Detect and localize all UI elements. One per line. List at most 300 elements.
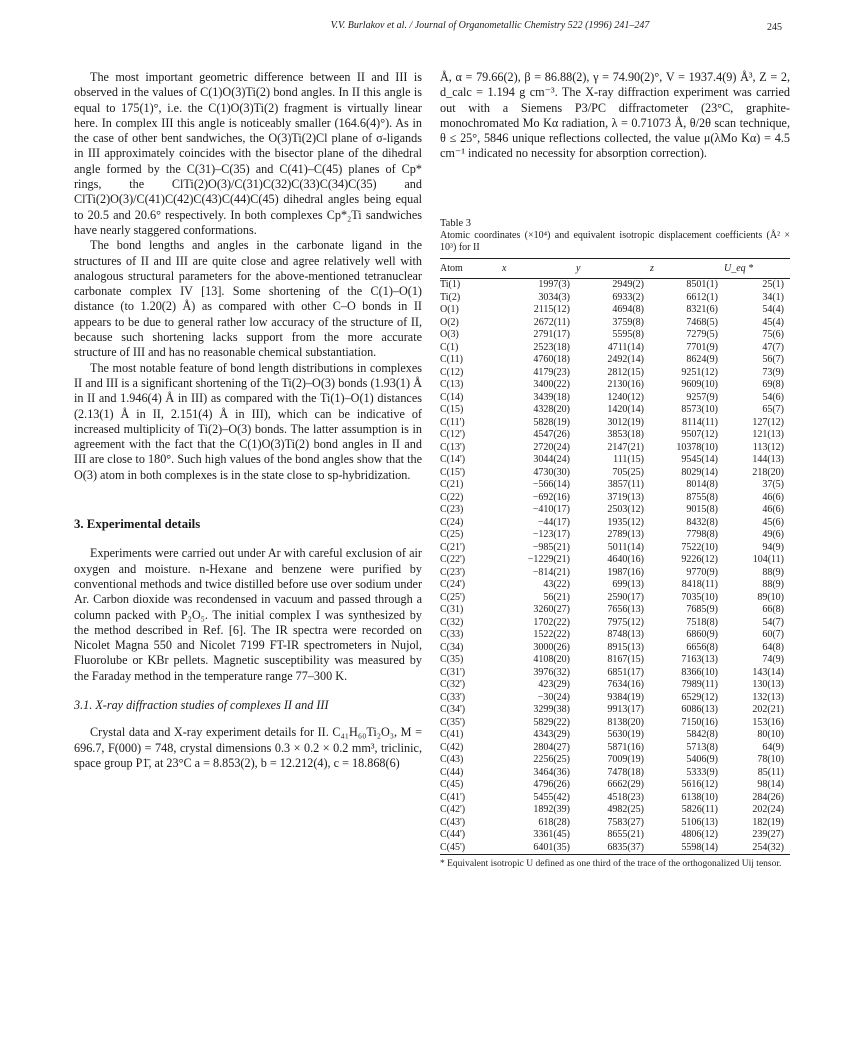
cell-x: 3464(36) [533,766,570,778]
cell-atom: C(12) [440,366,464,378]
column-header-y: y [576,262,581,274]
cell-atom: C(23') [440,566,466,578]
table-row [440,667,790,680]
table-header-row [440,258,790,278]
cell-y: 7478(18) [607,766,644,778]
table-row [440,604,790,617]
paragraph-bond-lengths: The most notable feature of bond length distributions in complexes II and III is a significant shortening of the Ti(2)–O(3) bonds (1.93(1) Å in II and 1.946(4) Å in III) as compared with the Ti(1)–O(1) distances (2.13(1) Å in II, 2.151(4) Å in III), which can be indicative of increased multiplicity of Ti(2)–O(3) bonds. The latter assumption is in agreement with the fact that the C(1)O(3)Ti(2) bond angles in II and III are close to 180°. Such high values of the bond angles show that the O(3) atom in both complexes is in the state close to sp-hybridization. [74,360,422,482]
cell-y: 1935(12) [607,516,644,528]
cell-x: 6401(35) [533,841,570,853]
cell-ueq: 182(19) [752,816,784,828]
cell-z: 9251(12) [681,366,718,378]
cell-y: 4711(14) [607,341,644,353]
cell-atom: C(21) [440,479,464,491]
cell-ueq: 78(10) [757,754,784,766]
cell-x: 3361(45) [533,829,570,841]
cell-ueq: 94(9) [762,541,784,553]
cell-ueq: 127(12) [752,416,784,428]
cell-atom: C(13') [440,441,466,453]
cell-x: 4108(20) [533,654,570,666]
cell-z: 6860(9) [686,629,718,641]
cell-z: 5598(14) [681,841,718,853]
cell-atom: C(15) [440,404,464,416]
cell-y: 4640(16) [607,554,644,566]
table-row [440,292,790,305]
cell-x: 3000(26) [533,641,570,653]
cell-y: 5595(8) [612,329,644,341]
cell-x: 2256(25) [533,754,570,766]
cell-z: 8014(8) [686,479,718,491]
cell-x: 1702(22) [533,616,570,628]
cell-x: −44(17) [537,516,570,528]
cell-z: 8366(10) [681,666,718,678]
cell-y: 6851(17) [607,666,644,678]
column-header-atom: Atom [440,262,463,274]
cell-x: 4547(26) [533,429,570,441]
cell-x: 2720(24) [533,441,570,453]
paragraph-experimental: Experiments were carried out under Ar with careful exclusion of air oxygen and moisture. n-Hexane and benzene were purified by conventional methods and twice distilled before use over sodium under Ar. Carbon dioxide was recondensed in vacuum and passed through a column packed with P₂O₅. The initial complex I was synthesized by the method described in Ref. [6]. The IR spectra were recorded on Nicolet Magna 550 and Nicolet 7199 FT-IR spectrometers in Nujol, Fluorolube or KBr pellets. Magnetic susceptibility was measured by the Faraday method in the temperature range 77–300 K. [74,546,422,683]
cell-x: −985(21) [532,541,570,553]
table-row [440,492,790,505]
cell-atom: C(42) [440,741,464,753]
atomic-coordinates-table [440,258,790,855]
cell-ueq: 75(6) [762,329,784,341]
cell-z: 5713(8) [686,741,718,753]
cell-y: 1420(14) [607,404,644,416]
cell-z: 7518(8) [686,616,718,628]
table-row [440,679,790,692]
cell-x: 43(22) [543,579,570,591]
table-row [440,504,790,517]
cell-atom: C(15') [440,466,466,478]
cell-ueq: 104(11) [752,554,784,566]
cell-z: 7163(13) [681,654,718,666]
cell-y: 4694(8) [612,304,644,316]
cell-y: 2147(21) [607,441,644,453]
cell-z: 9015(8) [686,504,718,516]
cell-z: 5333(9) [686,766,718,778]
cell-y: 2789(13) [607,529,644,541]
cell-z: 8321(6) [686,304,718,316]
table-row [440,654,790,667]
cell-x: 3400(22) [533,379,570,391]
cell-y: 3857(11) [607,479,644,491]
cell-z: 6086(13) [681,704,718,716]
cell-x: 2523(18) [533,341,570,353]
table-row [440,642,790,655]
table-row [440,554,790,567]
cell-x: 4730(30) [533,466,570,478]
cell-ueq: 130(13) [752,679,784,691]
cell-z: 7150(16) [681,716,718,728]
cell-atom: C(33) [440,629,464,641]
cell-y: 8655(21) [607,829,644,841]
cell-y: 7583(27) [607,816,644,828]
cell-y: 8748(13) [607,629,644,641]
table-row [440,567,790,580]
cell-x: −123(17) [532,529,570,541]
cell-ueq: 47(7) [762,341,784,353]
table-row [440,417,790,430]
column-header-z: z [650,262,654,274]
cell-x: 5829(22) [533,716,570,728]
cell-y: 2492(14) [607,354,644,366]
cell-atom: Ti(2) [440,291,461,303]
cell-ueq: 254(32) [752,841,784,853]
cell-y: 111(15) [613,454,644,466]
cell-z: 7701(9) [686,341,718,353]
cell-z: 9545(14) [681,454,718,466]
cell-ueq: 37(5) [762,479,784,491]
cell-y: 3759(8) [612,316,644,328]
cell-x: 5455(42) [533,791,570,803]
table-row [440,429,790,442]
table-body [440,279,790,855]
table-row [440,692,790,705]
paragraph-carbonate: The bond lengths and angles in the carbonate ligand in the structures of II and III are quite close and agree relatively well with analogous structural parameters for the above-mentioned tetranuclear carbonate complex IV [13]. Some shortening of the C(1)–O(1) distance (to 1.20(2) Å) as compared with other C–O bonds in II appears to be due to general rather low accuracy of the structure of II, because such shortening lacks support from the more accurate structure of III and has no reasonable chemical substantiation. [74,238,422,360]
cell-x: 2791(17) [533,329,570,341]
cell-z: 6656(8) [686,641,718,653]
cell-z: 8432(8) [686,516,718,528]
cell-z: 9226(12) [681,554,718,566]
cell-z: 7989(11) [681,679,718,691]
cell-z: 6612(1) [686,291,718,303]
cell-ueq: 88(9) [762,579,784,591]
column-header-ueq: U_eq * [724,262,754,274]
cell-atom: C(13) [440,379,464,391]
cell-ueq: 54(6) [762,391,784,403]
cell-x: −30(24) [537,691,570,703]
table-row [440,829,790,842]
table-row [440,379,790,392]
table-row [440,392,790,405]
cell-y: 6835(37) [607,841,644,853]
table-row [440,479,790,492]
cell-y: 8138(20) [607,716,644,728]
cell-ueq: 85(11) [757,766,784,778]
cell-ueq: 89(10) [757,591,784,603]
cell-ueq: 64(9) [762,741,784,753]
cell-x: −1229(21) [527,554,570,566]
paragraph-geometry: The most important geometric difference between II and III is observed in the values of C(1)O(3)Ti(2) bond angles. In II this angle is equal to 175(1)°, i.e. the C(1)O(3)Ti(2) fragment is virtually linear here. In complex III this angle is noticeably smaller (164.6(4)°). As in the case of other bent sandwiches, the O(3)Ti(2)Cl plane of σ-ligands in III approximately coincides with the bisector plane of the dihedral angle formed by the C(31)–C(35) and C(41)–C(45) planes of Cp* rings, the ClTi(2)O(3)/C(31)C(32)C(33)C(34)C(35) and ClTi(2)O(3)/C(41)C(42)C(43)C(44)C(45) dihedral angles being equal to 20.5 and 20.6° respectively. In both complexes Cp*₂Ti sandwiches have nearly staggered conformations. [74,70,422,237]
cell-z: 7685(9) [686,604,718,616]
table-row [440,467,790,480]
cell-y: 7634(16) [607,679,644,691]
cell-z: 7279(5) [686,329,718,341]
cell-z: 6138(10) [681,791,718,803]
table-row [440,454,790,467]
table-row [440,542,790,555]
cell-atom: C(14) [440,391,464,403]
cell-atom: O(1) [440,304,459,316]
cell-ueq: 284(26) [752,791,784,803]
table-row [440,367,790,380]
cell-x: 4343(29) [533,729,570,741]
cell-x: 3044(24) [533,454,570,466]
table-row [440,342,790,355]
cell-ueq: 143(14) [752,666,784,678]
cell-x: 4760(18) [533,354,570,366]
table-row [440,304,790,317]
table-row [440,742,790,755]
cell-x: 1522(22) [533,629,570,641]
table-row [440,629,790,642]
cell-z: 8114(11) [682,416,718,428]
cell-z: 7468(5) [686,316,718,328]
table-row [440,754,790,767]
cell-x: 4179(23) [533,366,570,378]
column-header-x: x [502,262,507,274]
cell-z: 9507(12) [681,429,718,441]
cell-ueq: 69(8) [762,379,784,391]
cell-atom: C(24) [440,516,464,528]
left-column [74,70,422,771]
cell-x: −410(17) [532,504,570,516]
cell-z: 9770(9) [686,566,718,578]
cell-atom: C(22') [440,554,466,566]
cell-ueq: 45(4) [762,316,784,328]
cell-ueq: 64(8) [762,641,784,653]
cell-ueq: 45(6) [762,516,784,528]
cell-x: 3034(3) [538,291,570,303]
cell-ueq: 153(16) [752,716,784,728]
cell-x: 2804(27) [533,741,570,753]
table-row [440,792,790,805]
cell-y: 8167(15) [607,654,644,666]
table-row [440,842,790,855]
cell-ueq: 113(12) [752,441,784,453]
cell-y: 5871(16) [607,741,644,753]
cell-ueq: 34(1) [762,291,784,303]
cell-atom: C(1) [440,341,459,353]
cell-y: 3853(18) [607,429,644,441]
cell-y: 3719(13) [607,491,644,503]
cell-atom: C(31') [440,666,466,678]
cell-ueq: 46(6) [762,504,784,516]
cell-z: 8501(1) [686,279,718,291]
table-row [440,717,790,730]
cell-x: 4328(20) [533,404,570,416]
cell-atom: C(34') [440,704,466,716]
cell-z: 4806(12) [681,829,718,841]
cell-ueq: 98(14) [757,779,784,791]
cell-y: 699(13) [612,579,644,591]
cell-ueq: 73(9) [762,366,784,378]
cell-y: 8915(13) [607,641,644,653]
cell-x: 56(21) [543,591,570,603]
cell-z: 6529(12) [681,691,718,703]
cell-z: 5106(13) [681,816,718,828]
table-caption [440,218,790,254]
cell-x: 4796(26) [533,779,570,791]
cell-x: 1997(3) [538,279,570,291]
cell-y: 7975(12) [607,616,644,628]
cell-y: 1240(12) [607,391,644,403]
cell-ueq: 56(7) [762,354,784,366]
cell-ueq: 121(13) [752,429,784,441]
cell-atom: C(12') [440,429,466,441]
cell-ueq: 132(13) [752,691,784,703]
cell-ueq: 218(20) [752,466,784,478]
cell-atom: C(43) [440,754,464,766]
cell-atom: C(22) [440,491,464,503]
cell-atom: C(25') [440,591,466,603]
cell-ueq: 74(9) [762,654,784,666]
right-column [440,70,790,870]
table-row [440,517,790,530]
cell-x: 2115(12) [533,304,570,316]
cell-atom: C(34) [440,641,464,653]
cell-ueq: 202(21) [752,704,784,716]
section-heading-experimental: 3. Experimental details [74,517,201,532]
table-row [440,442,790,455]
cell-ueq: 60(7) [762,629,784,641]
cell-z: 8755(8) [686,491,718,503]
table-caption-text: Atomic coordinates (×10⁴) and equivalent isotropic displacement coefficients (Å² × 10³) for II [440,229,790,253]
cell-y: 9913(17) [607,704,644,716]
cell-ueq: 46(6) [762,491,784,503]
cell-ueq: 88(9) [762,566,784,578]
table-row [440,617,790,630]
table-row [440,317,790,330]
cell-y: 5630(19) [607,729,644,741]
cell-y: 7656(13) [607,604,644,616]
table-row [440,817,790,830]
table-row [440,804,790,817]
cell-z: 7035(10) [681,591,718,603]
cell-atom: O(2) [440,316,459,328]
cell-atom: Ti(1) [440,279,461,291]
cell-atom: C(32') [440,679,466,691]
cell-atom: C(23) [440,504,464,516]
cell-atom: C(24') [440,579,466,591]
cell-atom: C(11') [440,416,465,428]
cell-ueq: 239(27) [752,829,784,841]
cell-x: 1892(39) [533,804,570,816]
cell-atom: C(25) [440,529,464,541]
table-row [440,579,790,592]
cell-atom: C(41) [440,729,464,741]
page-number: 245 [767,22,782,33]
cell-atom: O(3) [440,329,459,341]
cell-z: 7522(10) [681,541,718,553]
cell-y: 4982(25) [607,804,644,816]
cell-z: 8573(10) [681,404,718,416]
table-row [440,767,790,780]
cell-z: 9609(10) [681,379,718,391]
cell-ueq: 66(8) [762,604,784,616]
paragraph-crystal-data: Crystal data and X-ray experiment details for II. C₄₁H₆₀Ti₂O₃, M = 696.7, F(000) = 748, crystal dimensions 0.3 × 0.2 × 0.2 mm³, triclinic, space group P1̄, at 23°C a = 8.853(2), b = 12.212(4), c = 18.868(6) [74,725,422,770]
cell-atom: C(11) [440,354,463,366]
cell-z: 8418(11) [681,579,718,591]
cell-y: 9384(19) [607,691,644,703]
cell-x: 5828(19) [533,416,570,428]
cell-y: 2812(15) [607,366,644,378]
cell-y: 4518(23) [607,791,644,803]
cell-atom: C(44') [440,829,466,841]
table-row [440,704,790,717]
table-row [440,779,790,792]
cell-x: 3299(38) [533,704,570,716]
cell-ueq: 202(24) [752,804,784,816]
cell-atom: C(45') [440,841,466,853]
cell-ueq: 54(4) [762,304,784,316]
cell-x: 2672(11) [533,316,570,328]
cell-atom: C(32) [440,616,464,628]
cell-ueq: 65(7) [762,404,784,416]
cell-atom: C(35') [440,716,466,728]
table-row [440,329,790,342]
cell-y: 6662(29) [607,779,644,791]
paragraph-crystal-data-continued: Å, α = 79.66(2), β = 86.88(2), γ = 74.90(2)°, V = 1937.4(9) Å³, Z = 2, d_calc = 1.194 g cm⁻³. The X-ray diffraction experiment was carried out with a Siemens P3/PC diffractometer (23°C, graphite-monochromated Mo Kα radiation, λ = 0.71073 Å, θ/2θ scan technique, θ ≤ 25°, 5846 unique reflections collected, the value μ(λMo Kα) = 4.5 cm⁻¹ indicated no necessity for absorption correction). [440,70,790,161]
cell-x: 3439(18) [533,391,570,403]
cell-atom: C(14') [440,454,466,466]
cell-y: 1987(16) [607,566,644,578]
table-footnote: * Equivalent isotropic U defined as one third of the trace of the orthogonalized Uij tensor. [440,859,782,870]
cell-atom: C(31) [440,604,464,616]
cell-ueq: 54(7) [762,616,784,628]
cell-ueq: 25(1) [762,279,784,291]
table-label: Table 3 [440,217,472,229]
cell-z: 7798(8) [686,529,718,541]
cell-atom: C(33') [440,691,466,703]
cell-atom: C(42') [440,804,466,816]
cell-x: −814(21) [532,566,570,578]
cell-x: 3976(32) [533,666,570,678]
cell-atom: C(41') [440,791,466,803]
cell-x: 618(28) [538,816,570,828]
cell-atom: C(44) [440,766,464,778]
running-head: V.V. Burlakov et al. / Journal of Organometallic Chemistry 522 (1996) 241–247 [330,20,650,31]
table-row [440,279,790,292]
cell-z: 8029(14) [681,466,718,478]
table-row [440,529,790,542]
table-row [440,404,790,417]
cell-x: 3260(27) [533,604,570,616]
cell-y: 2503(12) [607,504,644,516]
table-row [440,354,790,367]
cell-z: 10378(10) [676,441,718,453]
cell-z: 8624(9) [686,354,718,366]
cell-z: 9257(9) [686,391,718,403]
cell-y: 2949(2) [612,279,644,291]
cell-z: 5406(9) [686,754,718,766]
cell-x: −692(16) [532,491,570,503]
cell-y: 3012(19) [607,416,644,428]
cell-y: 6933(2) [612,291,644,303]
cell-z: 5826(11) [681,804,718,816]
cell-atom: C(21') [440,541,466,553]
cell-atom: C(35) [440,654,464,666]
cell-ueq: 144(13) [752,454,784,466]
cell-y: 705(25) [612,466,644,478]
cell-ueq: 49(6) [762,529,784,541]
cell-ueq: 80(10) [757,729,784,741]
cell-y: 5011(14) [607,541,644,553]
cell-z: 5616(12) [681,779,718,791]
subsection-heading-xray: 3.1. X-ray diffraction studies of complexes II and III [74,697,329,712]
cell-y: 2130(16) [607,379,644,391]
cell-x: −566(14) [532,479,570,491]
cell-y: 2590(17) [607,591,644,603]
cell-x: 423(29) [538,679,570,691]
table-row [440,729,790,742]
cell-z: 5842(8) [686,729,718,741]
cell-y: 7009(19) [607,754,644,766]
table-row [440,592,790,605]
cell-atom: C(43') [440,816,466,828]
cell-atom: C(45) [440,779,464,791]
